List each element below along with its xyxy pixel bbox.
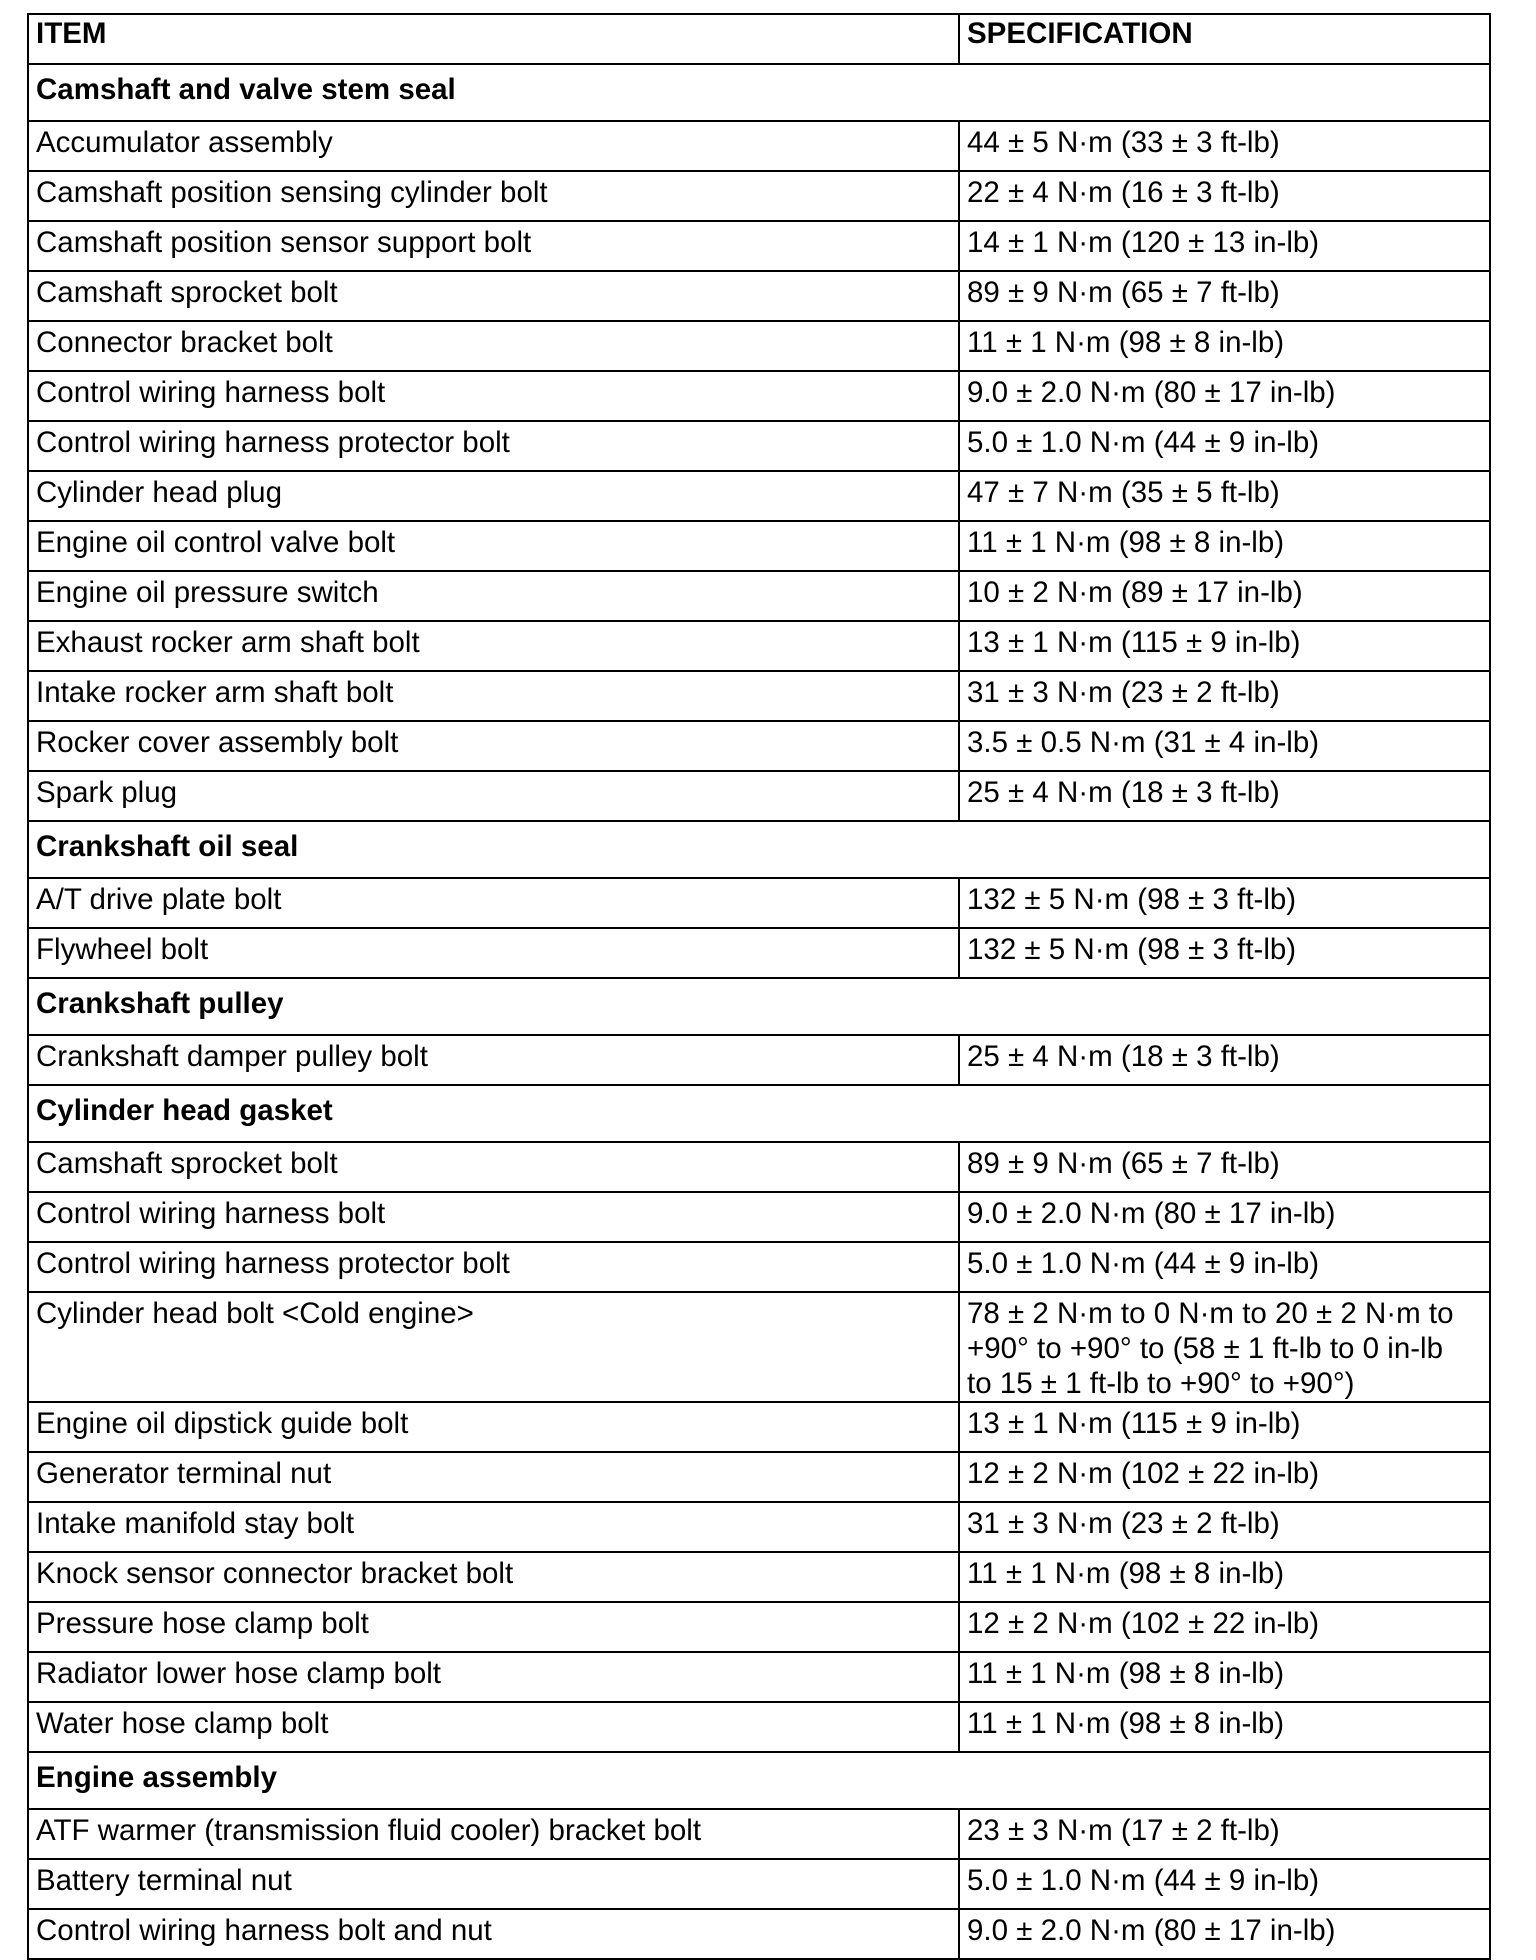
table-row: [28, 928, 1490, 978]
specification-cell: 11 ± 1 N·m (98 ± 8 in-lb): [959, 321, 1490, 371]
item-cell: Spark plug: [28, 771, 959, 821]
section-title: Engine assembly: [28, 1752, 1490, 1809]
table-header: [28, 14, 1490, 64]
specification-cell: 89 ± 9 N·m (65 ± 7 ft-lb): [959, 1142, 1490, 1192]
item-cell: Camshaft position sensing cylinder bolt: [28, 171, 959, 221]
table-row: [28, 321, 1490, 371]
specification-cell: 12 ± 2 N·m (102 ± 22 in-lb): [959, 1452, 1490, 1502]
table-body: [28, 64, 1490, 1959]
item-cell: Cylinder head plug: [28, 471, 959, 521]
item-cell: Control wiring harness bolt and nut: [28, 1909, 959, 1959]
item-cell: Radiator lower hose clamp bolt: [28, 1652, 959, 1702]
specification-cell: 11 ± 1 N·m (98 ± 8 in-lb): [959, 521, 1490, 571]
specification-cell: 47 ± 7 N·m (35 ± 5 ft-lb): [959, 471, 1490, 521]
item-cell: ATF warmer (transmission fluid cooler) bracket bolt: [28, 1809, 959, 1859]
table-row: [28, 671, 1490, 721]
specification-cell: 31 ± 3 N·m (23 ± 2 ft-lb): [959, 1502, 1490, 1552]
table-row: [28, 1652, 1490, 1702]
section-title: Camshaft and valve stem seal: [28, 64, 1490, 121]
table-row: [28, 771, 1490, 821]
item-cell: Camshaft sprocket bolt: [28, 271, 959, 321]
specification-cell: 25 ± 4 N·m (18 ± 3 ft-lb): [959, 771, 1490, 821]
item-cell: Pressure hose clamp bolt: [28, 1602, 959, 1652]
specification-cell: 9.0 ± 2.0 N·m (80 ± 17 in-lb): [959, 371, 1490, 421]
table-row: [28, 1909, 1490, 1959]
table-row: [28, 171, 1490, 221]
specification-cell: 9.0 ± 2.0 N·m (80 ± 17 in-lb): [959, 1909, 1490, 1959]
specification-cell: 11 ± 1 N·m (98 ± 8 in-lb): [959, 1702, 1490, 1752]
item-cell: Control wiring harness bolt: [28, 1192, 959, 1242]
item-cell: Rocker cover assembly bolt: [28, 721, 959, 771]
item-cell: Intake rocker arm shaft bolt: [28, 671, 959, 721]
section-title: Cylinder head gasket: [28, 1085, 1490, 1142]
item-cell: Engine oil dipstick guide bolt: [28, 1402, 959, 1452]
specification-cell: 44 ± 5 N·m (33 ± 3 ft-lb): [959, 121, 1490, 171]
section-row: [28, 1085, 1490, 1142]
table-row: [28, 371, 1490, 421]
table-row: [28, 1702, 1490, 1752]
item-cell: Intake manifold stay bolt: [28, 1502, 959, 1552]
table-row: [28, 1602, 1490, 1652]
table-row: [28, 221, 1490, 271]
item-cell: Water hose clamp bolt: [28, 1702, 959, 1752]
specification-cell: 13 ± 1 N·m (115 ± 9 in-lb): [959, 1402, 1490, 1452]
torque-spec-table: [27, 13, 1491, 1960]
item-cell: A/T drive plate bolt: [28, 878, 959, 928]
table-row: [28, 1142, 1490, 1192]
specification-cell: 132 ± 5 N·m (98 ± 3 ft-lb): [959, 878, 1490, 928]
section-row: [28, 821, 1490, 878]
specification-cell: 11 ± 1 N·m (98 ± 8 in-lb): [959, 1652, 1490, 1702]
table-row: [28, 1552, 1490, 1602]
table-row: [28, 1035, 1490, 1085]
specification-cell: 89 ± 9 N·m (65 ± 7 ft-lb): [959, 271, 1490, 321]
table-row: [28, 1402, 1490, 1452]
specification-cell: 78 ± 2 N·m to 0 N·m to 20 ± 2 N·m to +90° to +90° to (58 ± 1 ft-lb to 0 in-lb to 15 ± 1 ft-lb to +90° to +90°): [959, 1292, 1490, 1402]
item-cell: Knock sensor connector bracket bolt: [28, 1552, 959, 1602]
specification-cell: 9.0 ± 2.0 N·m (80 ± 17 in-lb): [959, 1192, 1490, 1242]
specification-cell: 25 ± 4 N·m (18 ± 3 ft-lb): [959, 1035, 1490, 1085]
item-cell: Flywheel bolt: [28, 928, 959, 978]
item-cell: Accumulator assembly: [28, 121, 959, 171]
item-cell: Engine oil pressure switch: [28, 571, 959, 621]
table-row: [28, 521, 1490, 571]
item-cell: Control wiring harness protector bolt: [28, 421, 959, 471]
item-cell: Cylinder head bolt <Cold engine>: [28, 1292, 959, 1402]
specification-cell: 31 ± 3 N·m (23 ± 2 ft-lb): [959, 671, 1490, 721]
item-cell: Exhaust rocker arm shaft bolt: [28, 621, 959, 671]
table-row: [28, 571, 1490, 621]
table-row: [28, 721, 1490, 771]
item-cell: Camshaft sprocket bolt: [28, 1142, 959, 1192]
section-row: [28, 978, 1490, 1035]
section-title: Crankshaft pulley: [28, 978, 1490, 1035]
item-cell: Battery terminal nut: [28, 1859, 959, 1909]
item-cell: Camshaft position sensor support bolt: [28, 221, 959, 271]
item-cell: Generator terminal nut: [28, 1452, 959, 1502]
section-row: [28, 1752, 1490, 1809]
item-cell: Control wiring harness protector bolt: [28, 1242, 959, 1292]
item-column-header: ITEM: [28, 14, 959, 64]
table-row: [28, 1292, 1490, 1402]
item-cell: Control wiring harness bolt: [28, 371, 959, 421]
specification-cell: 5.0 ± 1.0 N·m (44 ± 9 in-lb): [959, 421, 1490, 471]
item-cell: Connector bracket bolt: [28, 321, 959, 371]
table-row: [28, 1809, 1490, 1859]
table-row: [28, 471, 1490, 521]
specification-cell: 22 ± 4 N·m (16 ± 3 ft-lb): [959, 171, 1490, 221]
table-row: [28, 621, 1490, 671]
specification-cell: 23 ± 3 N·m (17 ± 2 ft-lb): [959, 1809, 1490, 1859]
table-row: [28, 1242, 1490, 1292]
specification-column-header: SPECIFICATION: [959, 14, 1490, 64]
section-title: Crankshaft oil seal: [28, 821, 1490, 878]
table-row: [28, 1452, 1490, 1502]
table-row: [28, 878, 1490, 928]
table-row: [28, 271, 1490, 321]
specification-cell: 3.5 ± 0.5 N·m (31 ± 4 in-lb): [959, 721, 1490, 771]
header-row: [28, 14, 1490, 64]
specification-cell: 12 ± 2 N·m (102 ± 22 in-lb): [959, 1602, 1490, 1652]
specification-cell: 5.0 ± 1.0 N·m (44 ± 9 in-lb): [959, 1859, 1490, 1909]
table-row: [28, 1192, 1490, 1242]
specification-cell: 13 ± 1 N·m (115 ± 9 in-lb): [959, 621, 1490, 671]
table-row: [28, 421, 1490, 471]
section-row: [28, 64, 1490, 121]
specification-cell: 11 ± 1 N·m (98 ± 8 in-lb): [959, 1552, 1490, 1602]
item-cell: Engine oil control valve bolt: [28, 521, 959, 571]
specification-cell: 10 ± 2 N·m (89 ± 17 in-lb): [959, 571, 1490, 621]
table-row: [28, 1502, 1490, 1552]
specification-cell: 5.0 ± 1.0 N·m (44 ± 9 in-lb): [959, 1242, 1490, 1292]
specification-cell: 14 ± 1 N·m (120 ± 13 in-lb): [959, 221, 1490, 271]
table-row: [28, 121, 1490, 171]
item-cell: Crankshaft damper pulley bolt: [28, 1035, 959, 1085]
specification-cell: 132 ± 5 N·m (98 ± 3 ft-lb): [959, 928, 1490, 978]
table-row: [28, 1859, 1490, 1909]
